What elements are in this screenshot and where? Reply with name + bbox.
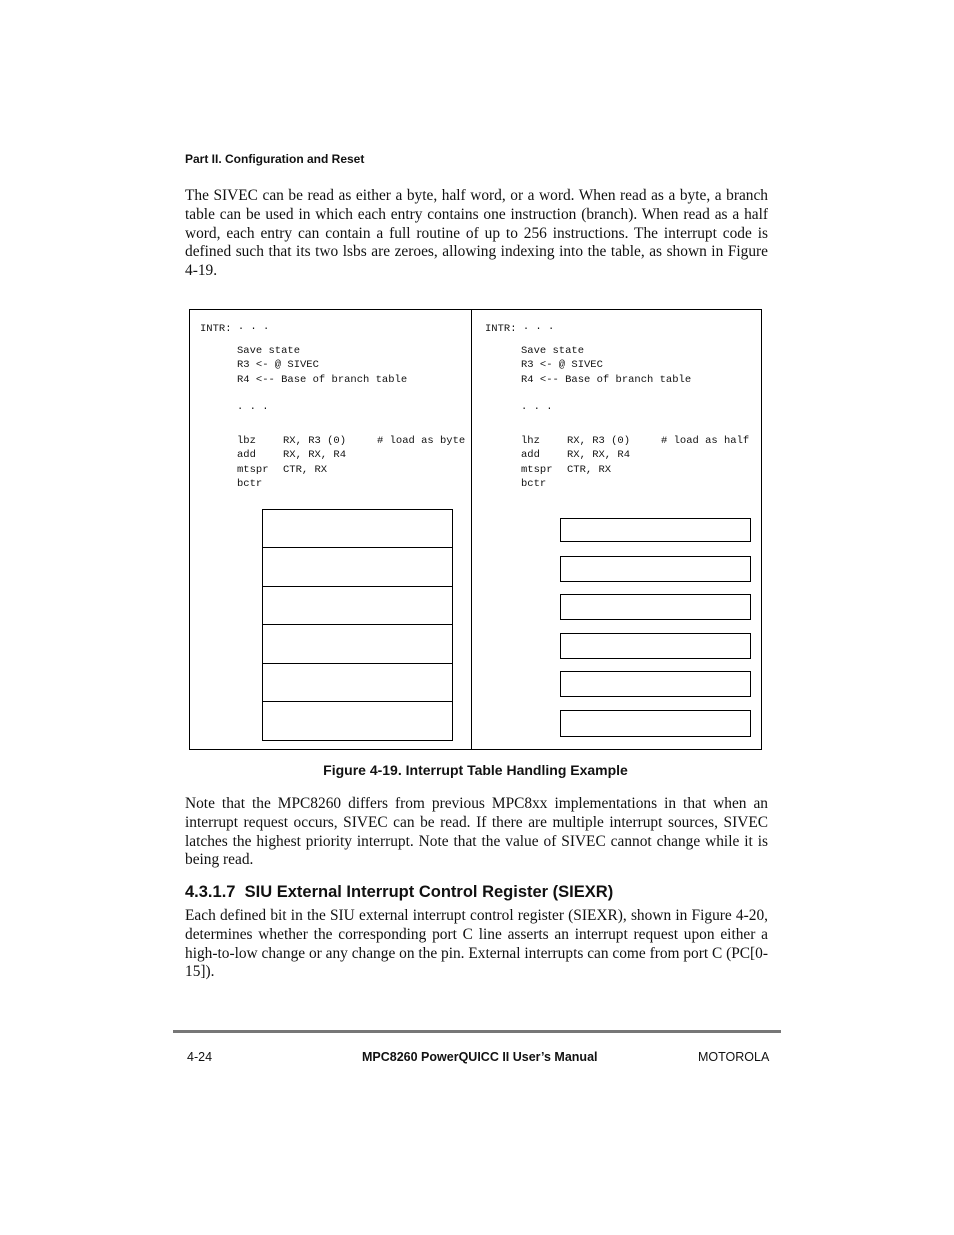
instr-op: lbz [237, 435, 256, 447]
instr-op: bctr [521, 478, 547, 490]
footer-manual-title: MPC8260 PowerQUICC II User’s Manual [362, 1050, 598, 1064]
table-entry [560, 556, 751, 582]
instr-args: RX, R3 (0) [567, 435, 631, 447]
instr-comment: # load as half [661, 435, 750, 447]
intr-label-right: INTR: · · · [485, 323, 555, 335]
code-ellipsis: . . . [237, 401, 269, 413]
code-ellipsis: . . . [521, 401, 553, 413]
instr-args: RX, R3 (0) [283, 435, 347, 447]
table-entry [262, 663, 453, 702]
instr-args: CTR, RX [283, 464, 328, 476]
code-line: Save state [237, 345, 301, 357]
footer-rule [173, 1030, 781, 1033]
table-entry [560, 633, 751, 659]
instr-op: mtspr [521, 464, 553, 476]
footer-company: MOTOROLA [698, 1050, 770, 1064]
footer-page-number: 4-24 [187, 1050, 213, 1064]
table-entry [262, 509, 453, 548]
table-entry [560, 518, 751, 542]
body-paragraph-1: The SIVEC can be read as either a byte, half word, or a word. When read as a byte, a branch table can be used in which each entry contains one instruction (branch). When read as a half word, each entry can contain a full routine of up to 256 instructions. The interrupt code is defined such that its two lsbs are zeroes, allowing indexing into the table, as shown in Figure 4-19. [185, 187, 768, 280]
table-entry [262, 624, 453, 664]
body-paragraph-2: Note that the MPC8260 differs from previous MPC8xx implementations in that when an interrupt request occurs, SIVEC can be read. If there are multiple interrupt sources, SIVEC latches the highest priority interrupt. Note that the value of SIVEC cannot change while it is being read. [185, 795, 768, 869]
intr-label-left: INTR: · · · [200, 323, 270, 335]
code-line: Save state [521, 345, 585, 357]
table-entry [560, 594, 751, 620]
section-number: 4.3.1.7 [185, 883, 236, 901]
table-entry [262, 586, 453, 625]
instr-op: add [521, 449, 540, 461]
code-line: R3 <- @ SIVEC [237, 359, 319, 371]
instr-op: bctr [237, 478, 263, 490]
code-line: R4 <-- Base of branch table [237, 374, 408, 386]
code-line: R4 <-- Base of branch table [521, 374, 692, 386]
running-header: Part II. Configuration and Reset [185, 152, 365, 166]
figure-divider [471, 309, 472, 750]
instr-op: lhz [521, 435, 540, 447]
instr-comment: # load as byte [377, 435, 466, 447]
instr-args: CTR, RX [567, 464, 612, 476]
table-entry [262, 547, 453, 587]
instr-args: RX, RX, R4 [567, 449, 631, 461]
section-title: SIU External Interrupt Control Register (SIEXR) [244, 883, 614, 901]
figure-caption: Figure 4-19. Interrupt Table Handling Example [323, 762, 628, 778]
body-paragraph-3: Each defined bit in the SIU external interrupt control register (SIEXR), shown in Figure 4-20, determines whether the corresponding port C line asserts an interrupt request upon either a high-to-low change or any change on the pin. External interrupts can come from port C (PC[0-15]). [185, 907, 768, 981]
instr-op: add [237, 449, 256, 461]
table-entry [262, 701, 453, 741]
table-entry [560, 710, 751, 737]
instr-args: RX, RX, R4 [283, 449, 347, 461]
instr-op: mtspr [237, 464, 269, 476]
table-entry [560, 671, 751, 697]
code-line: R3 <- @ SIVEC [521, 359, 603, 371]
section-heading [185, 883, 613, 902]
